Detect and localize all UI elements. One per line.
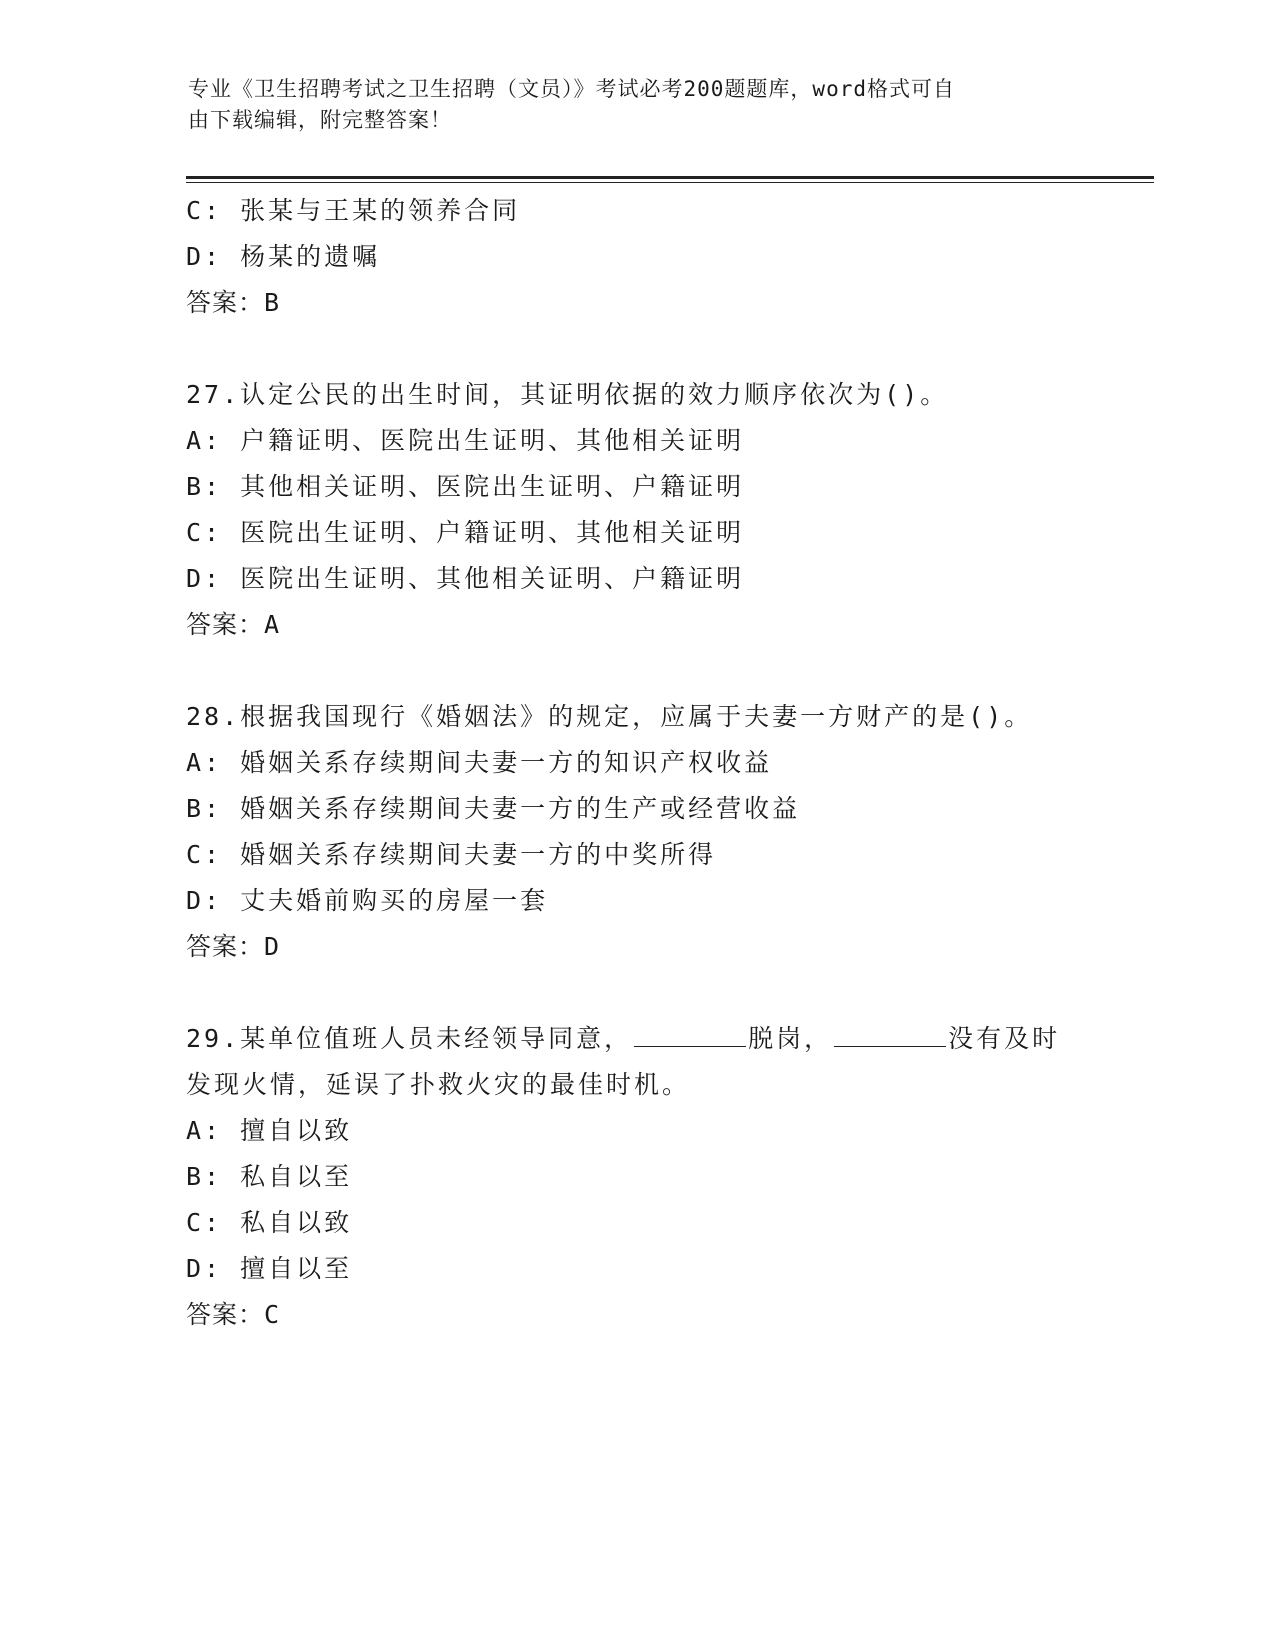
option-c: C: 张某与王某的领养合同 [186, 196, 521, 225]
fill-blank-1 [634, 1018, 746, 1047]
spacer [186, 326, 1086, 372]
question-stem-part-1: 29.某单位值班人员未经领导同意， [186, 1024, 633, 1053]
option-c: C: 医院出生证明、户籍证明、其他相关证明 [186, 518, 745, 547]
header-title-line-2: 由下载编辑，附完整答案！ [188, 108, 452, 132]
answer-line: 答案：B [186, 288, 281, 317]
option-d: D: 擅自以至 [186, 1254, 353, 1283]
option-d: D: 医院出生证明、其他相关证明、户籍证明 [186, 564, 745, 593]
answer-line: 答案：D [186, 932, 281, 961]
question-stem [186, 1016, 1086, 1062]
spacer [186, 970, 1086, 1016]
spacer [186, 648, 1086, 694]
fill-blank-2 [834, 1018, 946, 1047]
question-list [186, 188, 1086, 1338]
question-stem-part-3: 没有及时 [948, 1024, 1061, 1053]
option-d: D: 杨某的遗嘱 [186, 242, 381, 271]
option-a: A: 擅自以致 [186, 1116, 353, 1145]
question-stem: 27.认定公民的出生时间，其证明依据的效力顺序依次为()。 [186, 380, 949, 409]
option-c: C: 婚姻关系存续期间夫妻一方的中奖所得 [186, 840, 717, 869]
header-divider-thin [186, 182, 1154, 183]
question-stem-line-2: 发现火情，延误了扑救火灾的最佳时机。 [186, 1070, 691, 1099]
option-a: A: 户籍证明、医院出生证明、其他相关证明 [186, 426, 745, 455]
option-d: D: 丈夫婚前购买的房屋一套 [186, 886, 549, 915]
question-stem: 28.根据我国现行《婚姻法》的规定，应属于夫妻一方财产的是()。 [186, 702, 1033, 731]
answer-line: 答案：C [186, 1300, 281, 1329]
question-stem-part-2: 脱岗， [748, 1024, 833, 1053]
option-c: C: 私自以致 [186, 1208, 353, 1237]
answer-line: 答案：A [186, 610, 281, 639]
option-a: A: 婚姻关系存续期间夫妻一方的知识产权收益 [186, 748, 773, 777]
option-b: B: 婚姻关系存续期间夫妻一方的生产或经营收益 [186, 794, 801, 823]
document-header [188, 74, 1068, 136]
option-b: B: 私自以至 [186, 1162, 353, 1191]
option-b: B: 其他相关证明、医院出生证明、户籍证明 [186, 472, 745, 501]
header-divider-thick [186, 176, 1154, 179]
header-title-line-1: 专业《卫生招聘考试之卫生招聘（文员）》考试必考200题题库，word格式可自 [188, 77, 955, 101]
